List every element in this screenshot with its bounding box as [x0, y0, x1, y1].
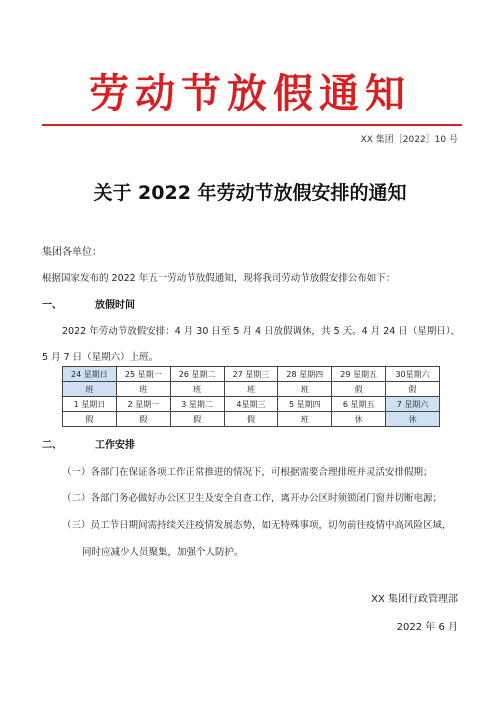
calendar-cell: 班 — [278, 412, 332, 427]
calendar-cell: 假 — [63, 412, 117, 427]
notice-banner: 劳动节放假通知 — [89, 70, 411, 117]
section2-heading: 工作安排 — [95, 440, 135, 451]
calendar-cell: 休 — [332, 412, 386, 427]
work-item-2: （二）各部门务必做好办公区卫生及安全自查工作，离开办公区时须锁闭门窗并切断电源； — [62, 493, 443, 504]
calendar-cell: 1 星期日 — [63, 397, 117, 412]
calendar-cell: 28 星期四 — [278, 367, 332, 382]
calendar-cell: 班 — [278, 382, 332, 397]
document-number: XX 集团［2022］10 号 — [360, 135, 458, 145]
schedule-line-1: 2022 年劳动节放假安排：4 月 30 日至 5 月 4 日放假调休，共 5 天。4 月 24 日（星期日）、 — [62, 326, 461, 337]
calendar-cell: 7 星期六 — [386, 397, 440, 412]
calendar-cell: 假 — [224, 412, 278, 427]
holiday-calendar-table — [62, 366, 440, 427]
calendar-cell: 假 — [332, 382, 386, 397]
work-item-1: （一）各部门在保证各项工作正常推进的情况下，可根据需要合理排班并灵活安排假期； — [62, 467, 433, 478]
issuer-signature: XX 集团行政管理部 — [371, 594, 458, 605]
schedule-line-2: 5 月 7 日（星期六）上班。 — [42, 352, 159, 363]
work-item-3: （三）员工节日期间需持续关注疫情发展态势，如无特殊事项，切勿前往疫情中高风险区域， — [62, 520, 452, 531]
intro-paragraph: 根据国家发布的 2022 年五一劳动节放假通知，现将我司劳动节放假安排公布如下： — [42, 273, 396, 284]
calendar-cell: 5 星期四 — [278, 397, 332, 412]
section1-heading: 放假时间 — [95, 300, 135, 311]
red-divider — [42, 124, 462, 126]
section1-number: 一、 — [42, 300, 62, 311]
issue-date: 2022 年 6 月 — [396, 622, 458, 633]
calendar-cell: 29 星期五 — [332, 367, 386, 382]
section2-number: 二、 — [42, 440, 62, 451]
calendar-cell: 班 — [116, 382, 170, 397]
calendar-cell: 30星期六 — [386, 367, 440, 382]
calendar-cell: 假 — [170, 412, 224, 427]
calendar-cell: 3 星期二 — [170, 397, 224, 412]
calendar-row-status-may — [63, 412, 440, 427]
calendar-cell: 班 — [170, 382, 224, 397]
calendar-cell: 26 星期二 — [170, 367, 224, 382]
calendar-row-dates-may — [63, 397, 440, 412]
calendar-cell: 4星期三 — [224, 397, 278, 412]
calendar-cell: 假 — [386, 382, 440, 397]
calendar-cell: 班 — [224, 382, 278, 397]
document-title: 关于 2022 年劳动节放假安排的通知 — [93, 182, 407, 204]
calendar-cell: 27 星期三 — [224, 367, 278, 382]
calendar-cell: 2 星期一 — [116, 397, 170, 412]
calendar-cell: 休 — [386, 412, 440, 427]
work-item-3-continued: 同时应减少人员聚集，加强个人防护。 — [82, 547, 244, 558]
calendar-row-status-april — [63, 382, 440, 397]
calendar-cell: 班 — [63, 382, 117, 397]
salutation: 集团各单位： — [42, 247, 102, 258]
calendar-cell: 25 星期一 — [116, 367, 170, 382]
calendar-cell: 假 — [116, 412, 170, 427]
calendar-cell: 6 星期五 — [332, 397, 386, 412]
calendar-cell: 24 星期日 — [63, 367, 117, 382]
calendar-row-dates-april — [63, 367, 440, 382]
